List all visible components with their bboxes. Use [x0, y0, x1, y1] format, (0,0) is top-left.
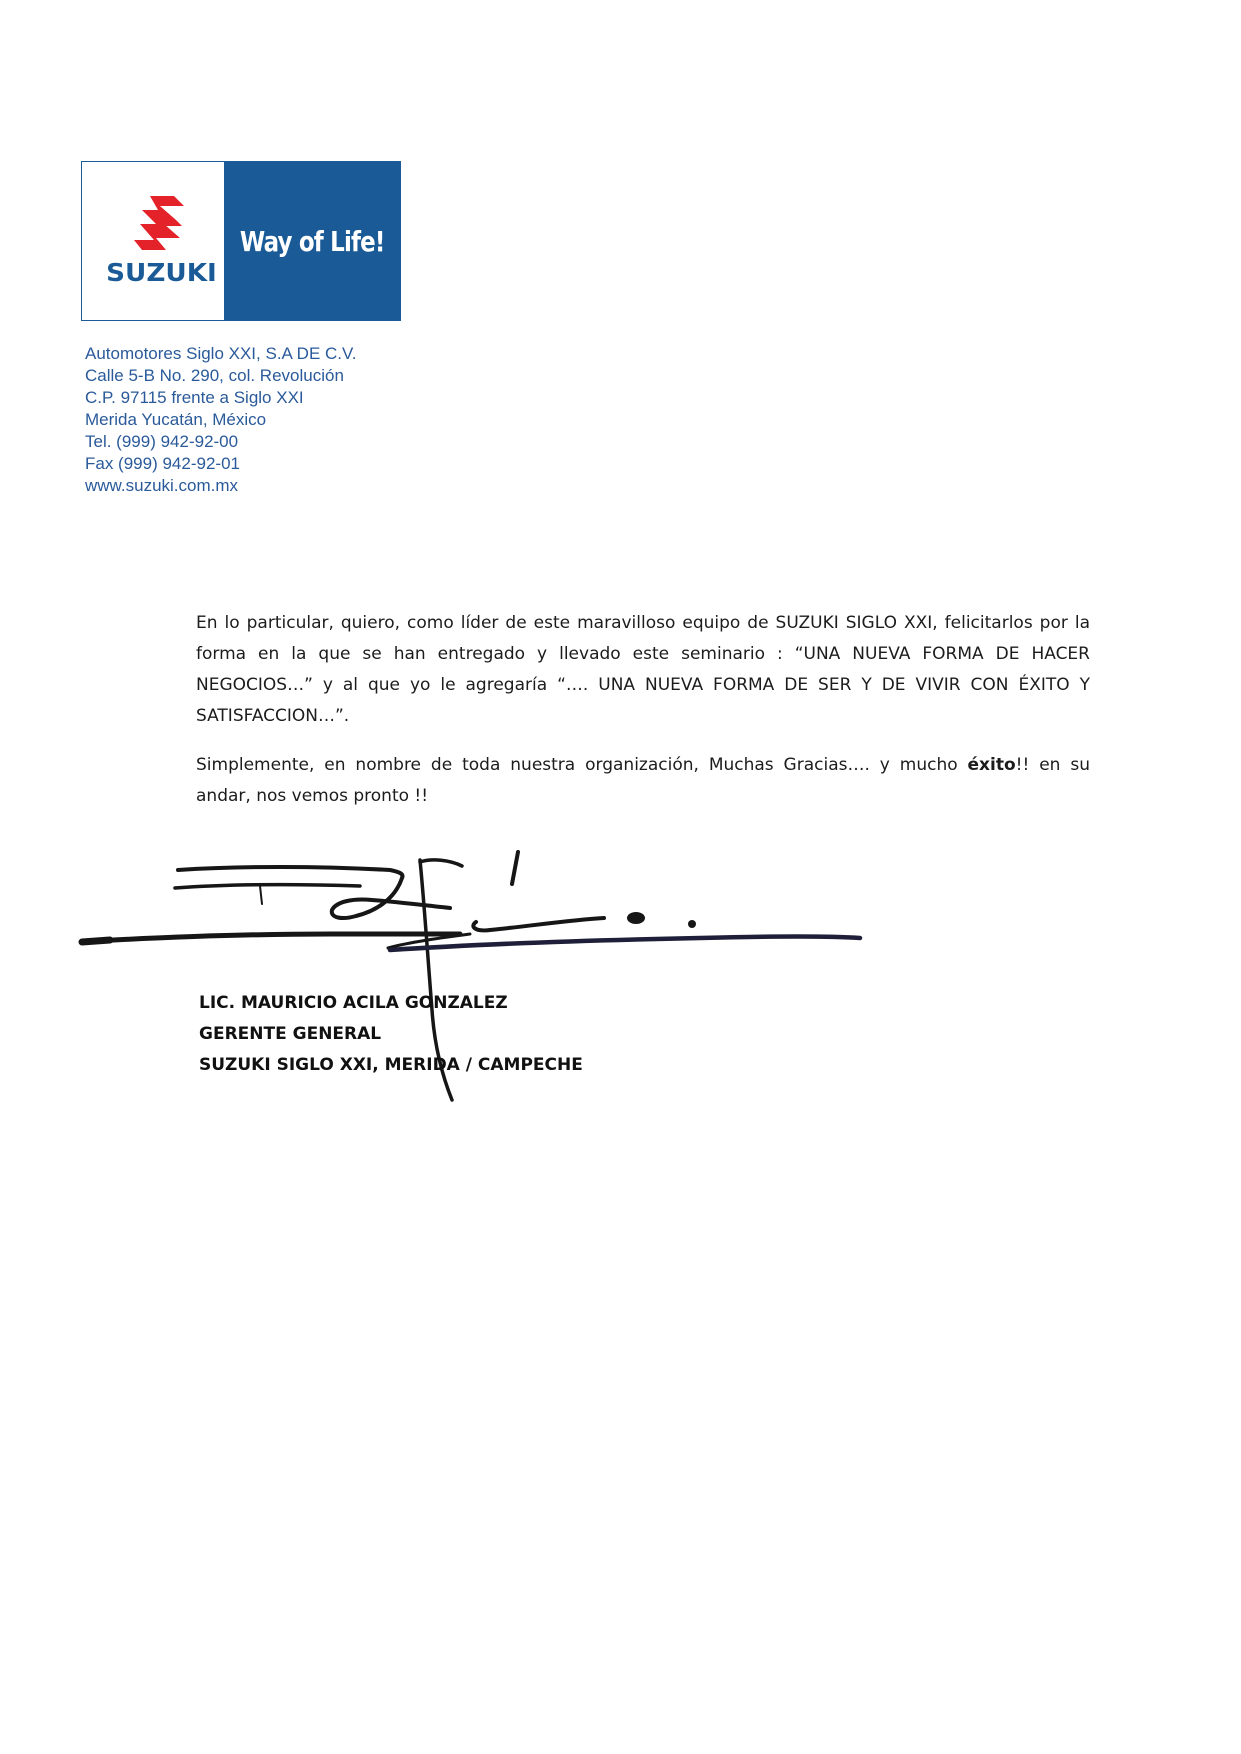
suzuki-logo	[81, 161, 401, 321]
website-line: www.suzuki.com.mx	[85, 476, 239, 495]
fax-line: Fax (999) 942-92-01	[85, 454, 240, 473]
logo-brand-panel	[82, 162, 224, 320]
signatory-name: LIC. MAURICIO ACILA GONZALEZ	[199, 993, 508, 1013]
phone-line: Tel. (999) 942-92-00	[85, 432, 239, 451]
address-line: Calle 5-B No. 290, col. Revolución	[85, 366, 344, 385]
letter-body	[196, 608, 1090, 830]
suzuki-s-logo-icon	[134, 196, 190, 250]
company-address	[85, 343, 357, 497]
address-line: C.P. 97115 frente a Siglo XXI	[85, 388, 304, 407]
brand-name: SUZUKI	[106, 258, 217, 287]
signatory-title: GERENTE GENERAL	[199, 1024, 382, 1044]
signatory-company: SUZUKI SIGLO XXI, MERIDA / CAMPECHE	[199, 1055, 583, 1075]
emphasis-text: éxito	[967, 755, 1016, 775]
logo-tagline-panel	[224, 162, 400, 320]
signatory-block	[199, 988, 583, 1081]
letter-paragraph	[196, 750, 1090, 812]
paragraph-text: !! en su andar, nos vemos pronto !!	[196, 755, 1090, 806]
paragraph-text: Simplemente, en nombre de toda nuestra organización, Muchas Gracias…. y mucho	[196, 755, 968, 775]
address-line: Merida Yucatán, México	[85, 410, 267, 429]
letter-paragraph: En lo particular, quiero, como líder de este maravilloso equipo de SUZUKI SIGLO XXI, felicitarlos por la forma en la que se han entregado y llevado este seminario : “UNA NUEVA FORMA DE HACER NEGOCIOS…” y al que yo le agregaría “…. UNA NUEVA FORMA DE SER Y DE VIVIR CON ÉXITO Y SATISFACCION…”.	[196, 613, 1090, 726]
tagline: Way of Life!	[239, 224, 385, 258]
address-line: Automotores Siglo XXI, S.A DE C.V.	[85, 344, 357, 363]
